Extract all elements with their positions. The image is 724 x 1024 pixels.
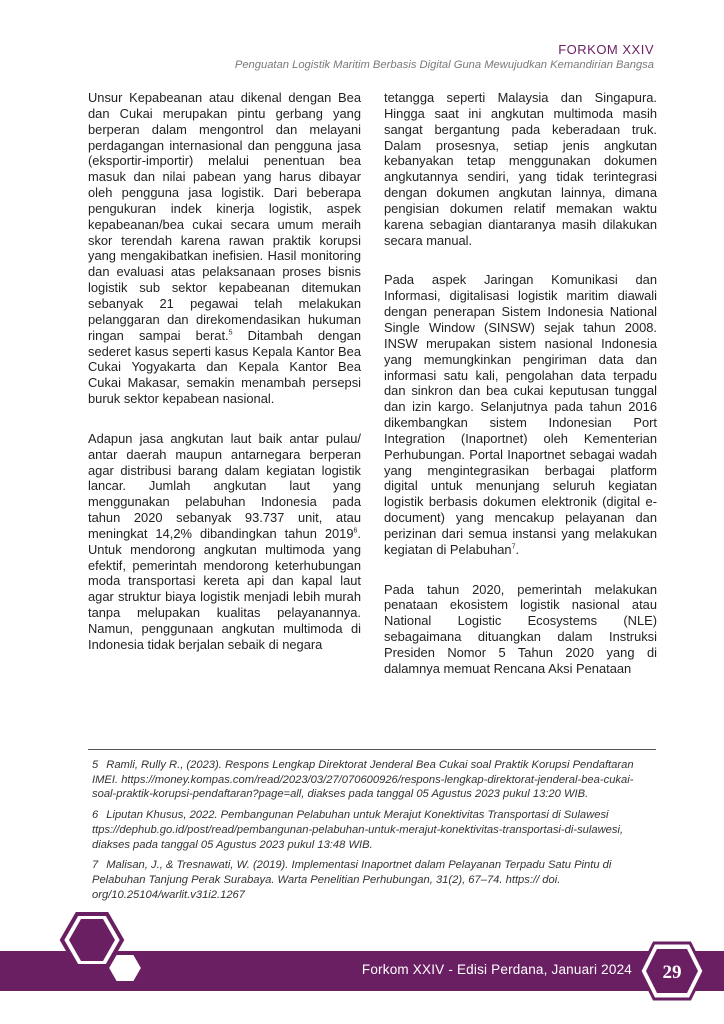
paragraph-text: Pada aspek Jaringan Komunikasi dan Informasi, digitalisasi logistik maritim diawali dengan penerapan Sistem Indonesia National Single Window (SINSW) sejak tahun 2008. INSW merupakan sistem nasional Indonesia yang memungkinkan pengiriman data dan informasi satu kali, pengolahan data terpadu dan sinkron dan bea cukai keputusan tunggal dan izin kargo. Selanjutnya pada tahun 2016 dikembangkan sistem Indonesian Port Integration (Inaportnet) oleh Kementerian Perhubungan. Portal Inaportnet sebagai wadah yang mengintegrasikan berbagai platform digital untuk menunjang seluruh kegiatan logistik berbasis dokumen elektronik (digital e-document) yang mencakup pelayanan dan perizinan dari semua instansi yang melakukan kegiatan di Pelabuhan	[384, 272, 657, 557]
paragraph-text: Ditambah dengan sederet kasus seperti kasus Kepala Kantor Bea Cukai Yogyakarta dan Kepala Kantor Bea Cukai Makasar, semakin menambah persepsi buruk sektor kepabean nasional.	[88, 327, 361, 407]
footnote	[92, 758, 652, 802]
page-number: 29	[662, 962, 682, 983]
header-subtitle: Penguatan Logistik Maritim Berbasis Digital Guna Mewujudkan Kemandirian Bangsa	[234, 59, 654, 71]
footnote	[92, 858, 652, 902]
paragraph-text: . Untuk mendorong angkutan multimoda yang efektif, pemerintah mendorong keterhubungan moda transportasi kereta api dan kapal laut agar struktur biaya logistik menjadi lebih murah tanpa melupakan kualitas pelayanannya. Namun, penggunaan angkutan multimoda di Indonesia tidak berjalan sebaik di negara	[88, 525, 361, 652]
hexagon-decoration-icon	[56, 906, 156, 986]
header-forum-title: FORKOM XXIV	[558, 42, 654, 57]
footnote	[92, 808, 652, 852]
footnote-ref: 7	[511, 543, 516, 551]
footnote-text: Ramli, Rully R., (2023). Respons Lengkap Direktorat Jenderal Bea Cukai soal Praktik Korupsi Pendaftaran IMEI. https://money.kompas.com/read/2023/03/27/070600926/respons-lengkap-direktorat-jenderal-bea-cukai-soal-praktik-korupsi-pendaftaran?page=all, diakses pada tanggal 05 Agustus 2023 pukul 13:20 WIB.	[92, 759, 634, 801]
footnote-text: Liputan Khusus, 2022. Pembangunan Pelabuhan untuk Merajut Konektivitas Transportasi di Sulawesi ttps://dephub.go.id/post/read/pembangunan-pelabuhan-untuk-merajut-konektivitas-transportasi-di-sulawesi, diakses pada tanggal 05 Agustus 2023 pukul 13:48 WIB.	[92, 809, 624, 851]
footer-edition: Forkom XXIV - Edisi Perdana, Januari 2024	[361, 962, 632, 977]
page-number-badge	[636, 939, 708, 1003]
footnotes	[92, 758, 652, 908]
footnote-text: Malisan, J., & Tresnawati, W. (2019). Implementasi Inaportnet dalam Pelayanan Terpadu Satu Pintu di Pelabuhan Tanjung Perak Surabaya. Warta Penelitian Perhubungan, 31(2), 67–74. https:// doi. org/10.25104/warlit.v31i2.1267	[92, 859, 612, 901]
footnote-number: 5	[92, 759, 99, 771]
paragraph-text: Adapun jasa angkutan laut baik antar pulau/ antar daerah maupun antarnegara berperan agar distribusi barang dalam kegiatan logistik lancar. Jumlah angkutan laut yang menggunakan pelabuhan Indonesia pada tahun 2020 sebanyak 93.737 unit, atau meningkat 14,2% dibandingkan tahun 2019	[88, 430, 361, 541]
footnote-ref: 5	[228, 329, 233, 337]
paragraph: Pada tahun 2020, pemerintah melakukan penataan ekosistem logistik nasional atau National Logistic Ecosystems (NLE) sebagaimana dituangkan dalam Instruksi Presiden Nomor 5 Tahun 2020 yang di dalamnya memuat Rencana Aksi Penataan	[384, 581, 657, 676]
paragraph	[88, 431, 361, 653]
paragraph: tetangga seperti Malaysia dan Singapura. Hingga saat ini angkutan multimoda masih sangat bergantung pada keberadaan truk. Dalam prosesnya, setiap jenis angkutan kebanyakan tetap menggunakan dokumen angkutannya sendiri, yang tidak terintegrasi dengan dokumen angkutan lainnya, dimana pengisian dokumen relatif memakan waktu karena sebagian diantaranya masih dilakukan secara manual.	[384, 90, 657, 248]
paragraph	[384, 272, 657, 557]
footnote-divider	[88, 749, 656, 750]
paragraph-text: .	[515, 541, 520, 557]
left-column	[88, 90, 361, 653]
paragraph-text: Unsur Kepabeanan atau dikenal dengan Bea dan Cukai merupakan pintu gerbang yang berperan dalam mengontrol dan melayani perdagangan internasional dan pengguna jasa (eksportir-importir) melalui penentuan bea masuk dan nilai pabean yang harus dibayar oleh pengguna jasa logistik. Dari beberapa pengukuran indek kinerja logistik, aspek kepabeanan/bea cukai secara umum meraih skor terendah karena rawan praktik korupsi yang mengakibatkan inefisien. Hasil monitoring dan evaluasi atas pelaksanaan proses bisnis logistik sub sektor kepabeanan ditemukan sebanyak 21 pegawai telah melakukan pelanggaran dan direkomendasikan hukuman ringan sampai berat.	[88, 90, 361, 343]
right-column	[384, 90, 657, 677]
footnote-number: 7	[92, 859, 99, 872]
footnote-number: 6	[92, 809, 99, 822]
footnote-ref: 6	[353, 527, 358, 535]
paragraph	[88, 90, 361, 407]
page-header	[235, 42, 654, 71]
